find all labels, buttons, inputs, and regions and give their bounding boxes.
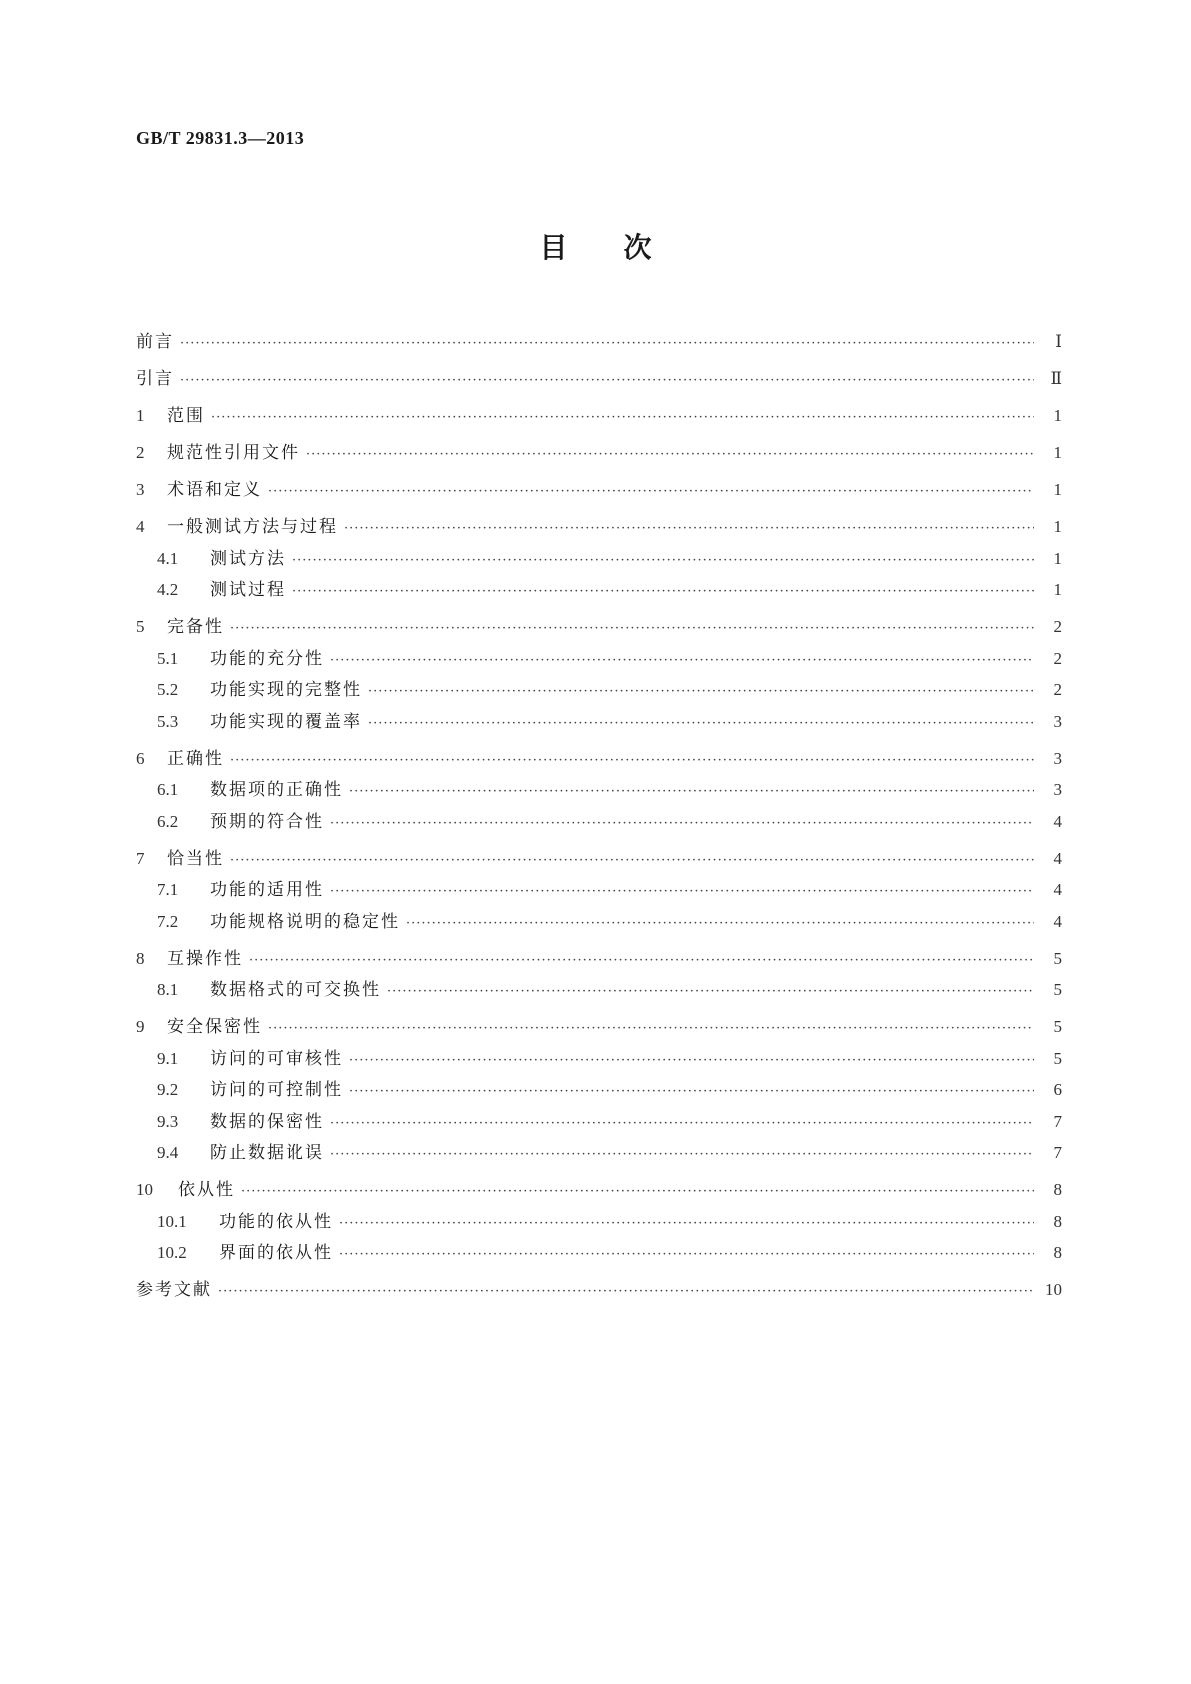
toc-entry-number: 9 <box>136 1017 145 1036</box>
toc-entry-label: 功能的依从性 <box>219 1211 333 1232</box>
toc-entry-number: 4.1 <box>157 548 179 568</box>
toc-entry[interactable] <box>136 943 1062 975</box>
toc-entry-number: 4 <box>136 517 145 536</box>
toc-entry-label: 参考文献 <box>136 1280 212 1300</box>
toc-list <box>136 326 1062 1306</box>
toc-entry-label: 数据格式的可交换性 <box>210 980 381 1000</box>
toc-entry-page: 5 <box>1053 948 1062 968</box>
toc-leader-dots <box>211 402 1034 434</box>
toc-entry-page: 10 <box>1045 1280 1062 1299</box>
toc-leader-dots <box>180 365 1034 397</box>
toc-leader-dots <box>330 808 1034 840</box>
toc-entry-page: 8 <box>1053 1243 1062 1262</box>
toc-entry[interactable] <box>136 1011 1062 1043</box>
toc-entry-label: 功能实现的完整性 <box>210 680 362 700</box>
toc-entry-label: 术语和定义 <box>167 480 262 500</box>
toc-entry-label: 正确性 <box>167 748 224 769</box>
toc-entry-number: 5 <box>136 617 145 636</box>
toc-entry[interactable] <box>136 400 1062 432</box>
toc-entry-label: 界面的依从性 <box>219 1243 333 1263</box>
toc-subentry[interactable] <box>136 543 1062 575</box>
toc-entry-number: 5.2 <box>157 680 179 699</box>
toc-subentry[interactable] <box>136 1206 1062 1238</box>
toc-leader-dots <box>230 845 1034 877</box>
toc-leader-dots <box>387 976 1034 1008</box>
toc-leader-dots <box>292 576 1034 608</box>
toc-entry-page: 1 <box>1053 548 1062 568</box>
toc-leader-dots <box>349 776 1034 808</box>
toc-entry[interactable] <box>136 611 1062 643</box>
toc-entry-number: 6 <box>136 748 145 768</box>
toc-leader-dots <box>349 1045 1034 1077</box>
toc-entry-number: 10.2 <box>157 1243 187 1262</box>
toc-entry-label: 测试过程 <box>210 580 286 600</box>
toc-entry-number: 8 <box>136 948 145 968</box>
toc-entry-label: 一般测试方法与过程 <box>167 517 338 537</box>
toc-entry-page: 7 <box>1053 1111 1062 1131</box>
toc-entry-number: 5.3 <box>157 711 179 731</box>
toc-entry-number: 9.3 <box>157 1111 179 1131</box>
toc-entry-number: 9.2 <box>157 1080 179 1099</box>
toc-leader-dots <box>268 476 1034 508</box>
toc-entry-page: 8 <box>1053 1180 1062 1199</box>
toc-entry[interactable] <box>136 1174 1062 1206</box>
toc-subentry[interactable] <box>136 706 1062 738</box>
toc-subentry[interactable] <box>136 1074 1062 1106</box>
toc-entry-number: 7.2 <box>157 911 179 931</box>
toc-entry-page: 1 <box>1053 406 1062 425</box>
toc-entry[interactable] <box>136 437 1062 469</box>
toc-leader-dots <box>268 1013 1034 1045</box>
toc-entry-page: 2 <box>1053 648 1062 668</box>
toc-leader-dots <box>368 708 1034 740</box>
toc-entry-page: Ⅱ <box>1050 369 1062 388</box>
toc-entry-label: 数据的保密性 <box>210 1111 324 1132</box>
toc-entry-page: 5 <box>1053 1017 1062 1036</box>
toc-entry-label: 数据项的正确性 <box>210 780 343 800</box>
toc-entry-page: 7 <box>1053 1143 1062 1162</box>
toc-leader-dots <box>406 908 1034 940</box>
toc-entry-page: 3 <box>1053 711 1062 731</box>
toc-entry-label: 功能的适用性 <box>210 880 324 900</box>
toc-leader-dots <box>368 676 1034 708</box>
toc-entry-label: 依从性 <box>178 1180 235 1200</box>
toc-leader-dots <box>241 1176 1034 1208</box>
toc-leader-dots <box>330 876 1034 908</box>
toc-entry-page: Ⅰ <box>1055 332 1062 351</box>
toc-subentry[interactable] <box>136 774 1062 806</box>
toc-entry-page: 6 <box>1053 1080 1062 1099</box>
toc-entry-label: 访问的可审核性 <box>210 1048 343 1069</box>
toc-title: 目次 <box>539 231 708 264</box>
toc-entry-page: 3 <box>1053 748 1062 768</box>
toc-entry-label: 访问的可控制性 <box>210 1080 343 1100</box>
toc-entry-page: 1 <box>1053 480 1062 499</box>
toc-entry-number: 6.2 <box>157 811 179 831</box>
toc-entry-number: 7 <box>136 848 145 868</box>
toc-entry-label: 测试方法 <box>210 548 286 569</box>
toc-entry-label: 功能的充分性 <box>210 648 324 669</box>
toc-entry[interactable] <box>136 474 1062 506</box>
toc-subentry[interactable] <box>136 906 1062 938</box>
toc-leader-dots <box>339 1208 1034 1240</box>
toc-entry[interactable] <box>136 1274 1062 1306</box>
toc-entry-page: 1 <box>1053 580 1062 599</box>
toc-entry[interactable] <box>136 843 1062 875</box>
toc-entry-page: 2 <box>1053 680 1062 699</box>
toc-leader-dots <box>180 328 1034 360</box>
toc-entry[interactable] <box>136 363 1062 395</box>
toc-entry-number: 4.2 <box>157 580 179 599</box>
toc-entry[interactable] <box>136 511 1062 543</box>
toc-leader-dots <box>330 1139 1034 1171</box>
toc-entry[interactable] <box>136 326 1062 358</box>
toc-entry-page: 1 <box>1053 443 1062 462</box>
toc-entry-page: 5 <box>1053 980 1062 999</box>
toc-entry-label: 互操作性 <box>167 948 243 969</box>
toc-subentry[interactable] <box>136 643 1062 675</box>
toc-entry-number: 5.1 <box>157 648 179 668</box>
toc-leader-dots <box>249 945 1034 977</box>
toc-entry-number: 3 <box>136 480 145 499</box>
toc-subentry[interactable] <box>136 1043 1062 1075</box>
toc-leader-dots <box>349 1076 1034 1108</box>
toc-subentry[interactable] <box>136 874 1062 906</box>
toc-entry-label: 防止数据讹误 <box>210 1143 324 1163</box>
toc-subentry[interactable] <box>136 974 1062 1006</box>
toc-leader-dots <box>330 1108 1034 1140</box>
toc-entry-number: 10.1 <box>157 1211 187 1231</box>
toc-entry-label: 范围 <box>167 406 205 426</box>
toc-entry[interactable] <box>136 743 1062 775</box>
toc-entry-page: 5 <box>1053 1048 1062 1068</box>
toc-leader-dots <box>218 1276 1034 1308</box>
toc-subentry[interactable] <box>136 1137 1062 1169</box>
toc-subentry[interactable] <box>136 674 1062 706</box>
toc-leader-dots <box>230 745 1034 777</box>
toc-entry-label: 完备性 <box>167 617 224 637</box>
toc-entry-label: 安全保密性 <box>167 1017 262 1037</box>
toc-entry-label: 恰当性 <box>167 848 224 869</box>
toc-entry-number: 9.1 <box>157 1048 179 1068</box>
toc-entry-label: 引言 <box>136 369 174 389</box>
toc-entry-number: 2 <box>136 443 145 462</box>
toc-entry-page: 2 <box>1053 617 1062 636</box>
toc-entry-label: 规范性引用文件 <box>167 443 300 463</box>
toc-entry-number: 8.1 <box>157 980 179 999</box>
toc-entry-number: 6.1 <box>157 780 179 799</box>
toc-entry-label: 预期的符合性 <box>210 811 324 832</box>
toc-subentry[interactable] <box>136 574 1062 606</box>
toc-entry-label: 功能实现的覆盖率 <box>210 711 362 732</box>
toc-subentry[interactable] <box>136 806 1062 838</box>
toc-leader-dots <box>292 545 1034 577</box>
toc-leader-dots <box>344 513 1034 545</box>
toc-leader-dots <box>230 613 1034 645</box>
toc-leader-dots <box>306 439 1034 471</box>
toc-entry-page: 8 <box>1053 1211 1062 1231</box>
toc-entry-number: 9.4 <box>157 1143 179 1162</box>
toc-entry-page: 1 <box>1053 517 1062 536</box>
toc-entry-page: 4 <box>1053 911 1062 931</box>
toc-subentry[interactable] <box>136 1237 1062 1269</box>
toc-entry-number: 10 <box>136 1180 153 1199</box>
toc-entry-page: 4 <box>1053 811 1062 831</box>
toc-subentry[interactable] <box>136 1106 1062 1138</box>
toc-entry-number: 7.1 <box>157 880 179 899</box>
toc-entry-page: 3 <box>1053 780 1062 799</box>
toc-entry-number: 1 <box>136 406 145 425</box>
standard-code: GB/T 29831.3—2013 <box>136 128 305 148</box>
toc-leader-dots <box>330 645 1034 677</box>
toc-entry-page: 4 <box>1053 848 1062 868</box>
toc-entry-label: 功能规格说明的稳定性 <box>210 911 400 932</box>
toc-entry-label: 前言 <box>136 332 174 352</box>
toc-entry-page: 4 <box>1053 880 1062 899</box>
toc-leader-dots <box>339 1239 1034 1271</box>
